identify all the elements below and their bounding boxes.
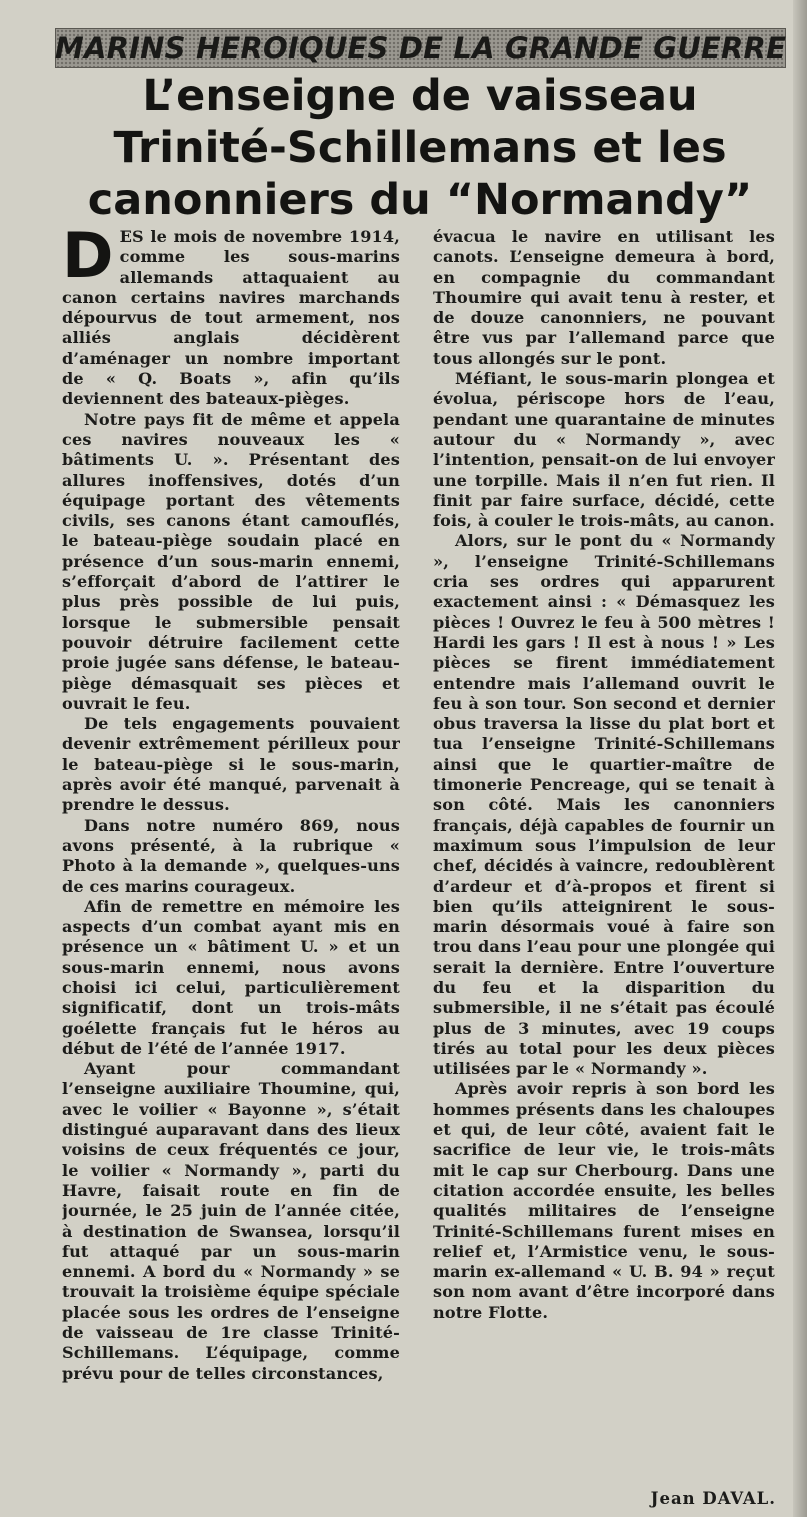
- paragraph-9: Alors, sur le pont du « Normandy », l’enseigne Trinité-Schillemans cria ses ordres qui apparurent exactement ainsi : « Démasquez les pièces ! Ouvrez le feu à 500 mètres ! Hardi les gars ! Il est à nous ! » Les pièces se firent immédiatement entendre mais l’allemand ouvrit le feu à son tour. Son second et dernier obus traversa la lisse du plat bort et tua l’enseigne Trinité-Schillemans ainsi que le quartier-maître de timonerie Pencreage, qui se tenait à son côté. Mais les canonniers français, déjà capables de fournir un maximum sous l’impulsion de leur chef, décidés à vaincre, redoublèrent d’ardeur et d’à-propos et firent si bien qu’ils atteignirent le sous-marin désormais voué à faire son trou dans l’eau pour une plongée qui serait la dernière. Entre l’ouverture du feu et la disparition du submersible, il ne s’était pas écoulé plus de 3 minutes, avec 19 coups tirés au total pour les deux pièces utilisées par le « Normandy ».: [433, 531, 775, 1079]
- banner-text: MARINS HEROIQUES DE LA GRANDE GUERRE: [54, 31, 787, 65]
- paragraph-3: De tels engagements pouvaient devenir extrêmement périlleux pour le bateau-piège si le sous-marin, après avoir été manqué, parvenait à prendre le dessus.: [62, 714, 400, 815]
- headline-line-3: canonniers du “Normandy”: [87, 175, 753, 225]
- article-column-right: [433, 227, 775, 1512]
- paragraph-1-text: ES le mois de novembre 1914, comme les sous-marins allemands attaquaient au canon certains navires marchands dépourvus de tout armement, nos alliés anglais décidèrent d’aménager un nombre important de « Q. Boats », afin qu’ils deviennent des bateaux-pièges.: [62, 227, 400, 409]
- headline-line-2: Trinité-Schillemans et les: [113, 123, 727, 173]
- headline-line-1: L’enseigne de vaisseau: [142, 71, 698, 121]
- paragraph-7: évacua le navire en utilisant les canots. L’enseigne demeura à bord, en compagnie du commandant Thoumire qui avait tenu à rester, et de douze canonniers, ne pouvant être vus par l’allemand parce que tous allongés sur le pont.: [433, 227, 775, 368]
- page-edge-shadow: [793, 0, 807, 1517]
- article-column-left: [62, 227, 400, 1512]
- paragraph-10: Après avoir repris à son bord les hommes présents dans les chaloupes et qui, de leur côté, avaient fait le sacrifice de leur vie, le trois-mâts mit le cap sur Cherbourg. Dans une citation accordée ensuite, les belles qualités militaires de l’enseigne Trinité-Schillemans furent mises en relief et, l’Armistice venu, le sous-marin ex-allemand « U. B. 94 » reçut son nom avant d’être incorporé dans notre Flotte.: [433, 1079, 775, 1322]
- drop-cap: D: [62, 227, 114, 292]
- paragraph-6: Ayant pour commandant l’enseigne auxiliaire Thoumine, qui, avec le voilier « Bayonne », s’était distingué auparavant dans des lieux voisins de ceux fréquentés ce jour, le voilier « Normandy », parti du Havre, faisait route en fin de journée, le 25 juin de l’année citée, à destination de Swansea, lorsqu’il fut attaqué par un sous-marin ennemi. A bord du « Normandy » se trouvait la troisième équipe spéciale placée sous les ordres de l’enseigne de vaisseau de 1re classe Trinité-Schillemans. L’équipage, comme prévu pour de telles circonstances,: [62, 1059, 400, 1383]
- paragraph-1: [62, 227, 400, 410]
- section-banner: [55, 28, 786, 68]
- article-headline: [60, 70, 780, 226]
- author-signature: Jean DAVAL.: [650, 1489, 776, 1508]
- paragraph-2: Notre pays fit de même et appela ces navires nouveaux les « bâtiments U. ». Présentant des allures inoffensives, dotés d’un équipage portant des vêtements civils, ses canons étant camouflés, le bateau-piège soudain placé en présence d’un sous-marin ennemi, s’efforçait d’abord de l’attirer le plus près possible de lui puis, lorsque le submersible pensait pouvoir détruire facilement cette proie jugée sans défense, le bateau-piège démasquait ses pièces et ouvrait le feu.: [62, 409, 400, 713]
- paragraph-8: Méfiant, le sous-marin plongea et évolua, périscope hors de l’eau, pendant une quarantaine de minutes autour du « Normandy », avec l’intention, pensait-on de lui envoyer une torpille. Mais il n’en fut rien. Il finit par faire surface, décidé, cette fois, à couler le trois-mâts, au canon.: [433, 369, 775, 531]
- paragraph-5: Afin de remettre en mémoire les aspects d’un combat ayant mis en présence un « bâtiment U. » et un sous-marin ennemi, nous avons choisi ici celui, particulièrement significatif, dont un trois-mâts goélette français fut le héros au début de l’été de l’année 1917.: [62, 896, 400, 1058]
- paragraph-4: Dans notre numéro 869, nous avons présenté, à la rubrique « Photo à la demande », quelques-uns de ces marins courageux.: [62, 815, 400, 896]
